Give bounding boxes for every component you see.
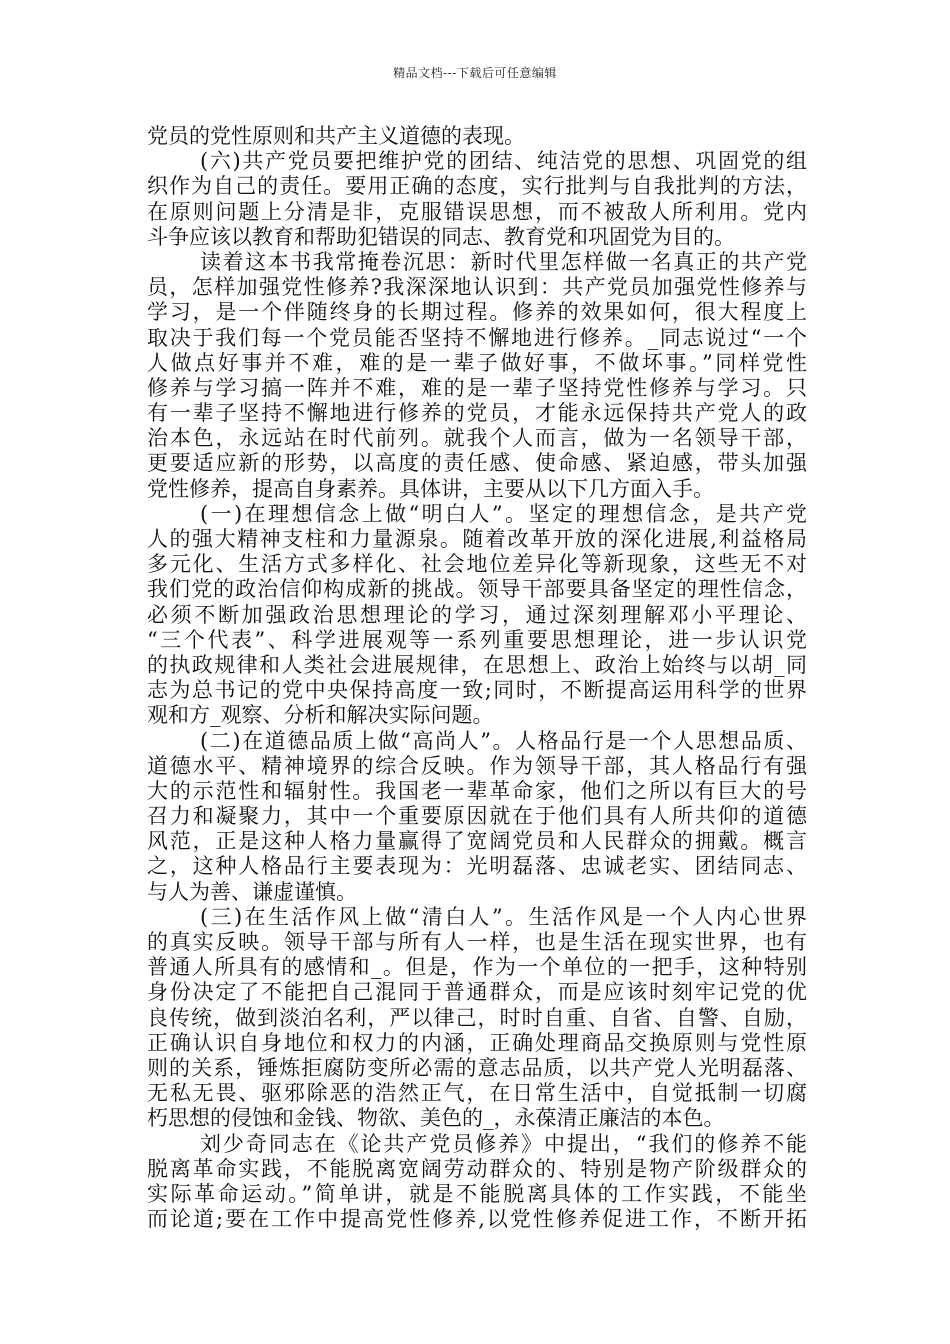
text-line: 风范，正是这种人格力量赢得了宽阔党员和人民群众的拥戴。概言 — [147, 829, 807, 854]
text-line: 之，这种人格品行主要表现为：光明磊落、忠诚老实、团结同志、 — [147, 854, 807, 879]
text-line: 而论道;要在工作中提高党性修养,以党性修养促进工作，不断开拓 — [147, 1207, 807, 1232]
text-line: 良传统，做到淡泊名利，严以律己，时时自重、自省、自警、自励， — [147, 1005, 807, 1030]
text-line: 与人为善、谦虚谨慎。 — [147, 879, 357, 904]
text-line: 志为总书记的党中央保持高度一致;同时，不断提高运用科学的世界 — [147, 678, 807, 703]
text-line: 党性修养，提高自身素养。具体讲，主要从以下几方面入手。 — [147, 476, 714, 501]
text-line: (一)在理想信念上做“明白人”。坚定的理想信念，是共产党 — [200, 501, 807, 526]
text-line: 实际革命运动。”简单讲，就是不能脱离具体的工作实践，不能坐 — [147, 1181, 807, 1206]
text-line: 员，怎样加强党性修养?我深深地认识到：共产党员加强党性修养与 — [147, 275, 807, 300]
text-line: 的执政规律和人类社会进展规律，在思想上、政治上始终与以胡_同 — [147, 652, 807, 677]
text-line: 斗争应该以教育和帮助犯错误的同志、教育党和巩固党为目的。 — [147, 224, 735, 249]
text-line: (三)在生活作风上做“清白人”。生活作风是一个人内心世界 — [200, 904, 807, 929]
text-line: 学习，是一个伴随终身的长期过程。修养的效果如何，很大程度上 — [147, 300, 807, 325]
text-line: 有一辈子坚持不懈地进行修养的党员，才能永远保持共产党人的政 — [147, 401, 807, 426]
text-line: 更要适应新的形势，以高度的责任感、使命感、紧迫感，带头加强 — [147, 451, 807, 476]
text-line: (六)共产党员要把维护党的团结、纯洁党的思想、巩固党的组 — [200, 149, 807, 174]
text-line: 取决于我们每一个党员能否坚持不懈地进行修养。_同志说过“一个 — [147, 325, 807, 350]
text-line: 道德水平、精神境界的综合反映。作为领导干部，其人格品行有强 — [147, 753, 807, 778]
text-line: 大的示范性和辐射性。我国老一辈革命家，他们之所以有巨大的号 — [147, 778, 807, 803]
text-line: 脱离革命实践，不能脱离宽阔劳动群众的、特别是物产阶级群众的 — [147, 1156, 807, 1181]
text-line: (二)在道德品质上做“高尚人”。人格品行是一个人思想品质、 — [200, 728, 807, 753]
text-line: 身份决定了不能把自己混同于普通群众，而是应该时刻牢记党的优 — [147, 980, 807, 1005]
text-line: 读着这本书我常掩卷沉思：新时代里怎样做一名真正的共产党 — [200, 249, 807, 274]
text-line: 人做点好事并不难，难的是一辈子做好事，不做坏事。”同样党性 — [147, 350, 807, 375]
text-line: 人的强大精神支柱和力量源泉。随着改革开放的深化进展,利益格局 — [147, 527, 807, 551]
text-line: 在原则问题上分清是非，克服错误思想，而不被敌人所利用。党内 — [147, 199, 807, 224]
text-line: 的真实反映。领导干部与所有人一样，也是生活在现实世界，也有 — [147, 930, 807, 954]
text-line: 召力和凝聚力，其中一个重要原因就在于他们具有人所共仰的道德 — [147, 804, 807, 829]
text-line: 党员的党性原则和共产主义道德的表现。 — [147, 124, 525, 148]
text-line: 我们党的政治信仰构成新的挑战。领导干部要具备坚定的理性信念， — [147, 577, 807, 602]
text-line: 修养与学习搞一阵并不难，难的是一辈子坚持党性修养与学习。只 — [147, 375, 807, 400]
page-header: 精品文档---下载后可任意编辑 — [393, 66, 557, 80]
text-line: 正确认识自身地位和权力的内涵，正确处理商品交换原则与党性原 — [147, 1030, 807, 1055]
text-line: 则的关系，锤炼拒腐防变所必需的意志品质，以共产党人光明磊落、 — [147, 1055, 807, 1080]
text-line: 织作为自己的责任。要用正确的态度，实行批判与自我批判的方法， — [147, 174, 807, 199]
text-line: 刘少奇同志在《论共产党员修养》中提出，“我们的修养不能 — [200, 1131, 807, 1156]
text-line: 必须不断加强政治思想理论的学习，通过深刻理解邓小平理论、 — [147, 602, 807, 627]
document-body — [147, 124, 807, 1232]
text-line: 朽思想的侵蚀和金钱、物欲、美色的_，永葆清正廉洁的本色。 — [147, 1106, 725, 1131]
text-line: 无私无畏、驱邪除恶的浩然正气，在日常生活中，自觉抵制一切腐 — [147, 1081, 807, 1106]
text-line: “三个代表”、科学进展观等一系列重要思想理论，进一步认识党 — [147, 627, 807, 652]
text-line: 普通人所具有的感情和_。但是，作为一个单位的一把手，这种特别 — [147, 955, 807, 980]
text-line: 观和方_观察、分析和解决实际问题。 — [147, 703, 494, 728]
text-line: 多元化、生活方式多样化、社会地位差异化等新现象，这些无不对 — [147, 552, 807, 577]
text-line: 治本色，永远站在时代前列。就我个人而言，做为一名领导干部， — [147, 426, 807, 451]
